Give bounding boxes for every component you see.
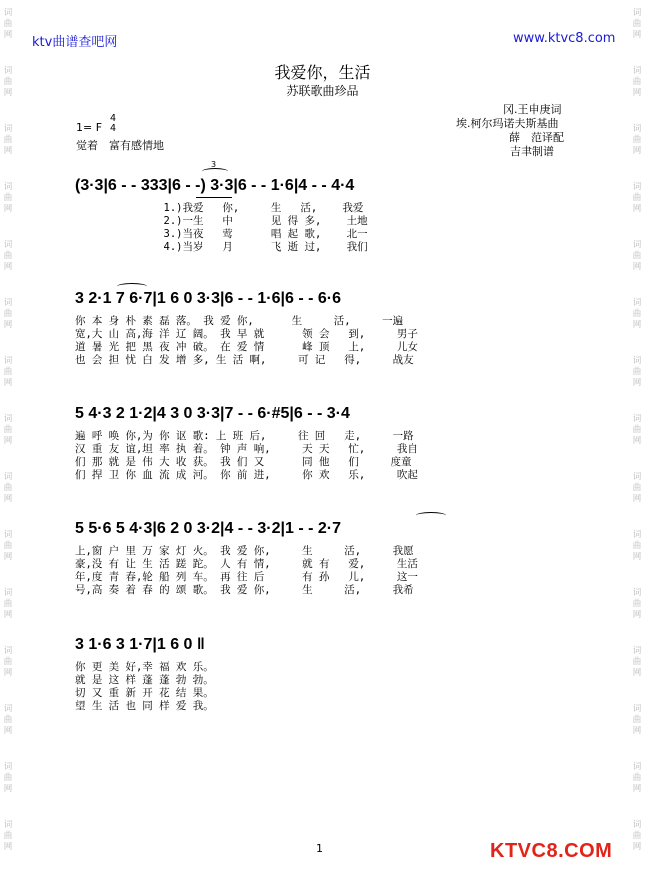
watermark-text: 词 曲 网 xyxy=(3,414,13,446)
notes-line-2: 3 2·1 7 6·7|1 6 0 3·3|6 - - 1·6|6 - - 6·6 xyxy=(75,290,341,307)
watermark-text: 词 曲 网 xyxy=(632,414,642,446)
composer-credit: 埃.柯尔玛诺夫斯基曲 xyxy=(456,117,559,130)
watermark-text: 词 曲 网 xyxy=(3,704,13,736)
time-signature-bottom: 4 xyxy=(110,123,117,134)
watermark-text: 词 曲 网 xyxy=(632,762,642,794)
watermark-text: 词 曲 网 xyxy=(632,646,642,678)
right-watermark-strip xyxy=(629,0,645,891)
watermark-text: 词 曲 网 xyxy=(632,66,642,98)
watermark-text: 词 曲 网 xyxy=(632,530,642,562)
site-logo[interactable]: KTVC8.COM xyxy=(490,840,613,862)
left-watermark-strip xyxy=(0,0,16,891)
site-name[interactable]: ktv曲谱查吧网 xyxy=(32,35,118,50)
lyric-verse-2: 就 是 这 样 蓬 蓬 勃 勃。 xyxy=(75,674,214,686)
watermark-text: 词 曲 网 xyxy=(3,530,13,562)
lyric-verse-3: 切 又 重 新 开 花 结 果。 xyxy=(75,687,214,699)
beam-underline xyxy=(196,197,232,198)
watermark-text: 词 曲 网 xyxy=(3,124,13,156)
watermark-text: 词 曲 网 xyxy=(632,356,642,388)
lyric-verse-3: 3.)当夜 莺 唱 起 歌, 北一 xyxy=(75,228,368,240)
notes-line-1: (3·3|6 - - 333|6 - -) 3·3|6 - - 1·6|4 - - 4·4 xyxy=(75,177,355,194)
lyric-verse-1: 1.)我爱 你, 生 活, 我爱 xyxy=(75,202,364,214)
watermark-text: 词 曲 网 xyxy=(3,820,13,852)
engraver-credit: 吉聿制谱 xyxy=(510,145,554,158)
slur-tie xyxy=(416,512,446,519)
lyric-verse-2: 汉 重 友 谊,坦 率 执 着。 钟 声 响, 天 天 忙, 我自 xyxy=(75,443,418,455)
lyric-verse-3: 们 那 就 是 伟 大 收 获。 我 们 又 同 他 们 度童 xyxy=(75,456,412,468)
lyric-verse-4: 们 捍 卫 你 血 流 成 河。 你 前 进, 你 欢 乐, 吹起 xyxy=(75,469,418,481)
lyric-verse-1: 你 更 美 好,幸 福 欢 乐。 xyxy=(75,661,214,673)
song-title: 我爱你，生活 xyxy=(274,63,371,82)
site-url[interactable]: www.ktvc8.com xyxy=(513,31,616,46)
notes-line-4: 5 5·6 5 4·3|6 2 0 3·2|4 - - 3·2|1 - - 2·7 xyxy=(75,520,341,537)
notes-line-3: 5 4·3 2 1·2|4 3 0 3·3|7 - - 6·#5|6 - - 3·4 xyxy=(75,405,350,422)
slur-tie xyxy=(117,283,147,290)
lyric-verse-2: 豪,没 有 让 生 活 蹉 跎。 人 有 情, 就 有 爱, 生活 xyxy=(75,558,418,570)
watermark-text: 词 曲 网 xyxy=(3,182,13,214)
lyric-verse-2: 宽,大 山 高,海 洋 辽 阔。 我 早 就 领 会 到, 男子 xyxy=(75,328,418,340)
lyric-verse-4: 4.)当岁 月 飞 逝 过, 我们 xyxy=(75,241,368,253)
time-signature-top: 4 xyxy=(110,113,117,124)
song-subtitle: 苏联歌曲珍品 xyxy=(286,84,359,98)
lyricist-credit: 冈.王申庚词 xyxy=(503,103,562,116)
lyric-verse-1: 遍 呼 唤 你,为 你 讴 歌: 上 班 后, 往 回 走, 一路 xyxy=(75,430,414,442)
watermark-text: 词 曲 网 xyxy=(3,356,13,388)
lyric-verse-1: 上,窗 户 里 万 家 灯 火。 我 爱 你, 生 活, 我愿 xyxy=(75,545,414,557)
watermark-text: 词 曲 网 xyxy=(632,588,642,620)
watermark-text: 词 曲 网 xyxy=(632,820,642,852)
watermark-text: 词 曲 网 xyxy=(632,298,642,330)
lyric-verse-4: 也 会 担 忧 白 发 增 多, 生 活 啊, 可 记 得, 战友 xyxy=(75,354,414,366)
watermark-text: 词 曲 网 xyxy=(632,124,642,156)
watermark-text: 词 曲 网 xyxy=(3,66,13,98)
key-signature: 1= F xyxy=(76,121,103,134)
time-signature xyxy=(110,114,116,134)
watermark-text: 词 曲 网 xyxy=(3,588,13,620)
lyric-verse-3: 道 暑 光 把 黑 夜 冲 破。 在 爱 情 峰 顶 上, 儿女 xyxy=(75,341,418,353)
page-number: 1 xyxy=(316,842,323,855)
watermark-text: 词 曲 网 xyxy=(3,646,13,678)
expression-mark: 觉着 富有感情地 xyxy=(76,139,164,152)
watermark-text: 词 曲 网 xyxy=(3,762,13,794)
triplet-bracket xyxy=(202,168,228,175)
watermark-text: 词 曲 网 xyxy=(632,240,642,272)
arranger-credit: 薛 范译配 xyxy=(509,131,564,144)
watermark-text: 词 曲 网 xyxy=(3,472,13,504)
triplet-number: 3 xyxy=(211,160,217,169)
lyric-verse-4: 望 生 活 也 同 样 爱 我。 xyxy=(75,700,214,712)
lyric-verse-1: 你 本 身 朴 素 磊 落。 我 爱 你, 生 活, 一遍 xyxy=(75,315,404,327)
watermark-text: 词 曲 网 xyxy=(632,182,642,214)
watermark-text: 词 曲 网 xyxy=(3,8,13,40)
notes-line-5: 3 1·6 3 1·7|1 6 0 ‖ xyxy=(75,636,205,653)
lyric-verse-4: 号,高 奏 着 春 的 颂 歌。 我 爱 你, 生 活, 我希 xyxy=(75,584,414,596)
watermark-text: 词 曲 网 xyxy=(632,472,642,504)
watermark-text: 词 曲 网 xyxy=(632,704,642,736)
watermark-text: 词 曲 网 xyxy=(632,8,642,40)
watermark-text: 词 曲 网 xyxy=(3,298,13,330)
lyric-verse-3: 年,度 青 春,轮 船 列 车。 再 往 后 有 孙 儿, 这一 xyxy=(75,571,418,583)
watermark-text: 词 曲 网 xyxy=(3,240,13,272)
lyric-verse-2: 2.)一生 中 见 得 多, 土地 xyxy=(75,215,368,227)
